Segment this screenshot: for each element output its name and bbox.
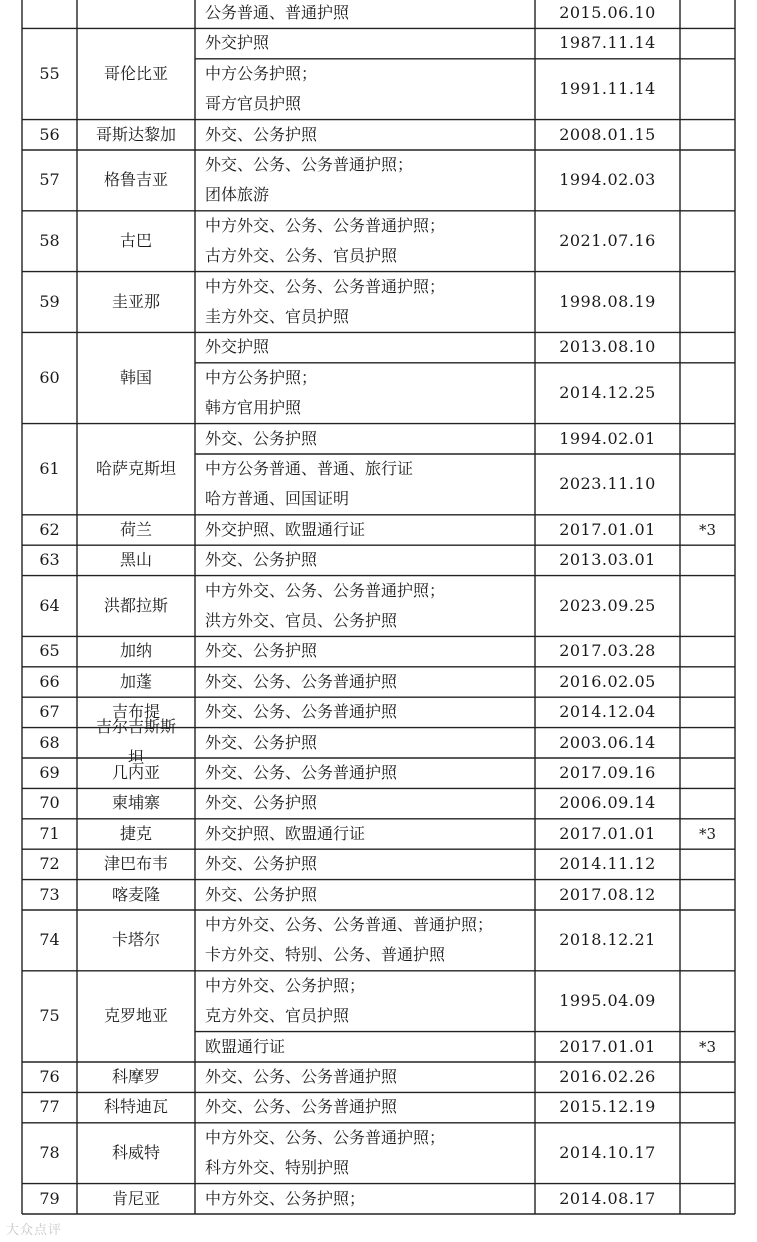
row-number: 62 — [39, 519, 60, 539]
country-name-line: 荷兰 — [119, 519, 152, 539]
country-name — [77, 880, 195, 910]
country-name-line: 吉布提 — [111, 702, 160, 722]
row-number: 58 — [39, 231, 60, 250]
effective-date: 2008.01.15 — [559, 124, 656, 144]
effective-date: 2014.10.17 — [559, 1143, 656, 1162]
passport-type-cell — [195, 576, 535, 637]
effective-date: 1987.11.14 — [559, 33, 656, 53]
country-name-line: 加蓬 — [119, 671, 152, 691]
remark — [680, 74, 735, 104]
passport-type-line: 中方公务护照； — [205, 63, 318, 83]
passport-type-line: 哈方普通、回国证明 — [205, 489, 350, 509]
remark — [680, 332, 735, 362]
passport-type-line: 外交护照 — [205, 337, 270, 357]
country-name-line: 津巴布韦 — [103, 854, 168, 874]
country-name — [77, 287, 195, 317]
effective-date: 2014.12.25 — [559, 383, 656, 402]
country-name — [77, 454, 195, 484]
passport-type-line: 外交、公务护照 — [205, 854, 318, 874]
passport-type-line: 中方公务普通、普通、旅行证 — [205, 459, 414, 478]
country-name — [77, 819, 195, 849]
remark: *3 — [698, 520, 717, 539]
country-name — [77, 545, 195, 575]
row-number: 77 — [39, 1097, 60, 1117]
passport-type-line: 外交、公务、公务普通护照 — [205, 671, 398, 691]
remark: *3 — [698, 824, 717, 843]
row-number: 65 — [39, 641, 60, 661]
passport-type-cell — [195, 332, 535, 362]
country-name — [77, 1138, 195, 1168]
remark — [680, 1062, 735, 1092]
passport-type-line: 团体旅游 — [205, 185, 270, 205]
passport-type-cell — [195, 971, 535, 1032]
passport-type-cell — [195, 758, 535, 788]
passport-type-line: 中方外交、公务护照； — [205, 975, 366, 995]
passport-type-line: 圭方外交、官员护照 — [205, 307, 350, 326]
passport-type-cell — [195, 788, 535, 818]
row-number: 68 — [39, 732, 60, 752]
passport-type-cell — [195, 545, 535, 575]
row-number: 79 — [39, 1188, 60, 1208]
remark — [680, 0, 735, 28]
country-name-line: 几内亚 — [111, 763, 160, 782]
country-name — [77, 788, 195, 818]
passport-type-cell — [195, 0, 535, 28]
row-number: 67 — [39, 702, 60, 722]
row-number: 71 — [39, 823, 60, 843]
passport-type-line: 外交、公务、公务普通护照； — [205, 155, 414, 174]
country-name-line: 喀麦隆 — [111, 884, 160, 904]
effective-date: 2003.06.14 — [559, 732, 656, 752]
passport-type-line: 卡方外交、特别、公务、普通护照 — [205, 945, 446, 965]
effective-date: 2014.08.17 — [559, 1188, 656, 1208]
passport-type-cell — [195, 910, 535, 971]
country-name-line: 肯尼亚 — [111, 1188, 160, 1208]
effective-date: 2015.12.19 — [559, 1097, 656, 1117]
effective-date: 2016.02.26 — [559, 1067, 656, 1086]
remark — [680, 1092, 735, 1122]
passport-type-cell — [195, 363, 535, 424]
remark — [680, 697, 735, 727]
country-name-line: 加纳 — [119, 641, 152, 661]
country-name — [77, 1001, 195, 1031]
passport-type-cell — [195, 1032, 535, 1062]
passport-type-line: 中方公务护照； — [205, 367, 318, 387]
row-number: 64 — [39, 595, 60, 615]
country-name-line: 科特迪瓦 — [103, 1097, 168, 1117]
remark — [680, 758, 735, 788]
row-number: 74 — [39, 930, 60, 950]
passport-type-line: 外交、公务、公务普通护照 — [205, 763, 398, 782]
passport-type-cell — [195, 849, 535, 879]
remark: *3 — [698, 1037, 717, 1056]
effective-date: 1994.02.01 — [559, 428, 656, 448]
remark — [680, 591, 735, 621]
effective-date: 2013.03.01 — [559, 550, 656, 570]
country-name — [77, 120, 195, 150]
passport-type-cell — [195, 59, 535, 120]
effective-date: 1991.11.14 — [559, 79, 656, 98]
passport-type-cell — [195, 697, 535, 727]
passport-type-line: 中方外交、公务、公务普通护照； — [205, 580, 446, 600]
remark — [680, 849, 735, 879]
country-name — [77, 226, 195, 256]
remark — [680, 636, 735, 666]
effective-date: 2018.12.21 — [559, 930, 656, 950]
passport-type-cell — [195, 211, 535, 272]
passport-type-cell — [195, 1092, 535, 1122]
passport-type-cell — [195, 272, 535, 333]
row-number: 75 — [39, 1006, 60, 1026]
row-number: 60 — [39, 367, 60, 387]
country-name — [77, 1062, 195, 1092]
passport-type-line: 外交、公务、公务普通护照 — [205, 1067, 398, 1086]
effective-date: 2006.09.14 — [559, 793, 656, 813]
country-name-line: 坦 — [127, 747, 144, 767]
passport-type-line: 外交、公务、公务普通护照 — [205, 702, 398, 722]
passport-type-cell — [195, 424, 535, 454]
country-name-line: 科威特 — [111, 1143, 160, 1162]
remark — [680, 226, 735, 256]
country-name-line: 科摩罗 — [111, 1067, 160, 1086]
passport-type-line: 洪方外交、官员、公务护照 — [205, 611, 398, 630]
passport-type-line: 中方外交、公务护照； — [205, 1188, 366, 1208]
effective-date: 2021.07.16 — [559, 231, 656, 250]
country-name-line: 黑山 — [119, 550, 152, 570]
row-number: 66 — [39, 671, 60, 691]
passport-type-line: 韩方官用护照 — [205, 398, 302, 418]
remark — [680, 287, 735, 317]
effective-date: 2017.01.01 — [559, 823, 656, 843]
passport-type-cell — [195, 1184, 535, 1214]
country-name — [77, 925, 195, 955]
effective-date: 2023.11.10 — [559, 474, 656, 494]
passport-type-line: 外交护照、欧盟通行证 — [205, 823, 366, 843]
remark — [680, 378, 735, 408]
country-name — [77, 591, 195, 621]
row-number: 72 — [39, 854, 60, 874]
effective-date: 2017.01.01 — [559, 519, 656, 539]
remark — [680, 1184, 735, 1214]
remark — [680, 667, 735, 697]
effective-date: 2016.02.05 — [559, 671, 656, 691]
passport-type-line: 外交护照 — [205, 33, 270, 53]
country-name — [77, 363, 195, 393]
effective-date: 2013.08.10 — [559, 337, 656, 357]
passport-type-line: 中方外交、公务、公务普通护照； — [205, 215, 446, 235]
effective-date: 2017.09.16 — [559, 763, 656, 782]
passport-type-line: 外交、公务护照 — [205, 550, 318, 570]
country-name — [77, 1184, 195, 1214]
country-name — [77, 667, 195, 697]
passport-type-cell — [195, 1123, 535, 1184]
remark — [680, 165, 735, 195]
passport-type-line: 外交护照、欧盟通行证 — [205, 519, 366, 539]
remark — [680, 728, 735, 758]
country-name — [77, 515, 195, 545]
passport-type-line: 中方外交、公务、公务普通、普通护照； — [205, 915, 494, 934]
remark — [680, 880, 735, 910]
effective-date: 2017.03.28 — [559, 641, 656, 661]
passport-type-line: 科方外交、特别护照 — [205, 1158, 350, 1178]
passport-type-cell — [195, 150, 535, 211]
passport-type-cell — [195, 28, 535, 58]
effective-date: 2014.12.04 — [559, 702, 656, 722]
effective-date: 2023.09.25 — [559, 595, 656, 615]
effective-date: 2015.06.10 — [559, 3, 656, 22]
passport-type-line: 克方外交、官员护照 — [205, 1006, 350, 1026]
passport-type-line: 外交、公务护照 — [205, 884, 318, 904]
passport-type-line: 外交、公务护照 — [205, 124, 318, 144]
effective-date: 2017.08.12 — [559, 884, 656, 904]
country-name — [77, 636, 195, 666]
passport-type-line: 欧盟通行证 — [205, 1036, 286, 1056]
country-name — [77, 165, 195, 195]
remark — [680, 545, 735, 575]
country-name-line: 捷克 — [119, 823, 152, 843]
country-name-line: 圭亚那 — [111, 291, 160, 311]
country-name-line: 洪都拉斯 — [103, 595, 168, 615]
country-name — [77, 1092, 195, 1122]
passport-type-cell — [195, 819, 535, 849]
watermark: 大众点评 — [6, 1223, 63, 1238]
passport-type-cell — [195, 728, 535, 758]
country-name-line: 柬埔寨 — [111, 793, 160, 813]
country-name — [77, 59, 195, 89]
row-number: 55 — [39, 63, 60, 83]
row-number: 63 — [39, 550, 60, 570]
remark — [680, 1138, 735, 1168]
passport-type-line: 外交、公务、公务普通护照 — [205, 1097, 398, 1117]
passport-type-cell — [195, 880, 535, 910]
passport-type-line: 中方外交、公务、公务普通护照； — [205, 276, 446, 296]
passport-type-cell — [195, 120, 535, 150]
country-name-line: 韩国 — [119, 367, 152, 387]
passport-type-line: 公务普通、普通护照 — [205, 3, 350, 22]
passport-type-line: 中方外交、公务、公务普通护照； — [205, 1127, 446, 1147]
remark — [680, 469, 735, 499]
effective-date: 2014.11.12 — [559, 854, 656, 874]
remark — [680, 788, 735, 818]
country-name-line: 哥伦比亚 — [103, 63, 168, 83]
passport-type-line: 哥方官员护照 — [205, 94, 302, 114]
row-number: 56 — [39, 124, 60, 144]
remark — [680, 925, 735, 955]
remark — [680, 986, 735, 1016]
country-name — [77, 849, 195, 879]
passport-type-line: 外交、公务护照 — [205, 793, 318, 813]
country-name-line: 克罗地亚 — [103, 1006, 168, 1026]
passport-type-cell — [195, 515, 535, 545]
effective-date: 2017.01.01 — [559, 1036, 656, 1056]
passport-type-cell — [195, 636, 535, 666]
passport-type-cell — [195, 454, 535, 515]
row-number: 76 — [39, 1067, 60, 1086]
country-name-line: 格鲁吉亚 — [103, 170, 168, 190]
passport-type-cell — [195, 667, 535, 697]
row-number: 61 — [39, 459, 60, 478]
row-number: 78 — [39, 1143, 60, 1162]
country-name-line: 哥斯达黎加 — [95, 124, 176, 144]
country-name-line: 哈萨克斯坦 — [95, 459, 176, 478]
row-number: 70 — [39, 793, 60, 813]
country-name-line: 卡塔尔 — [111, 930, 160, 950]
row-number: 73 — [39, 884, 60, 904]
remark — [680, 120, 735, 150]
remark — [680, 424, 735, 454]
country-name — [77, 758, 195, 788]
country-name-line: 古巴 — [119, 231, 152, 250]
effective-date: 1994.02.03 — [559, 170, 656, 190]
passport-type-cell — [195, 1062, 535, 1092]
row-number: 57 — [39, 170, 60, 190]
passport-type-line: 外交、公务护照 — [205, 428, 318, 448]
effective-date: 1998.08.19 — [559, 291, 656, 311]
country-name-line: 吉尔吉斯斯 — [95, 717, 176, 737]
effective-date: 1995.04.09 — [559, 991, 656, 1010]
remark — [680, 28, 735, 58]
row-number: 69 — [39, 763, 60, 782]
passport-type-line: 古方外交、公务、官员护照 — [205, 246, 398, 266]
passport-type-line: 外交、公务护照 — [205, 732, 318, 752]
passport-type-line: 外交、公务护照 — [205, 641, 318, 661]
row-number: 59 — [39, 291, 60, 311]
